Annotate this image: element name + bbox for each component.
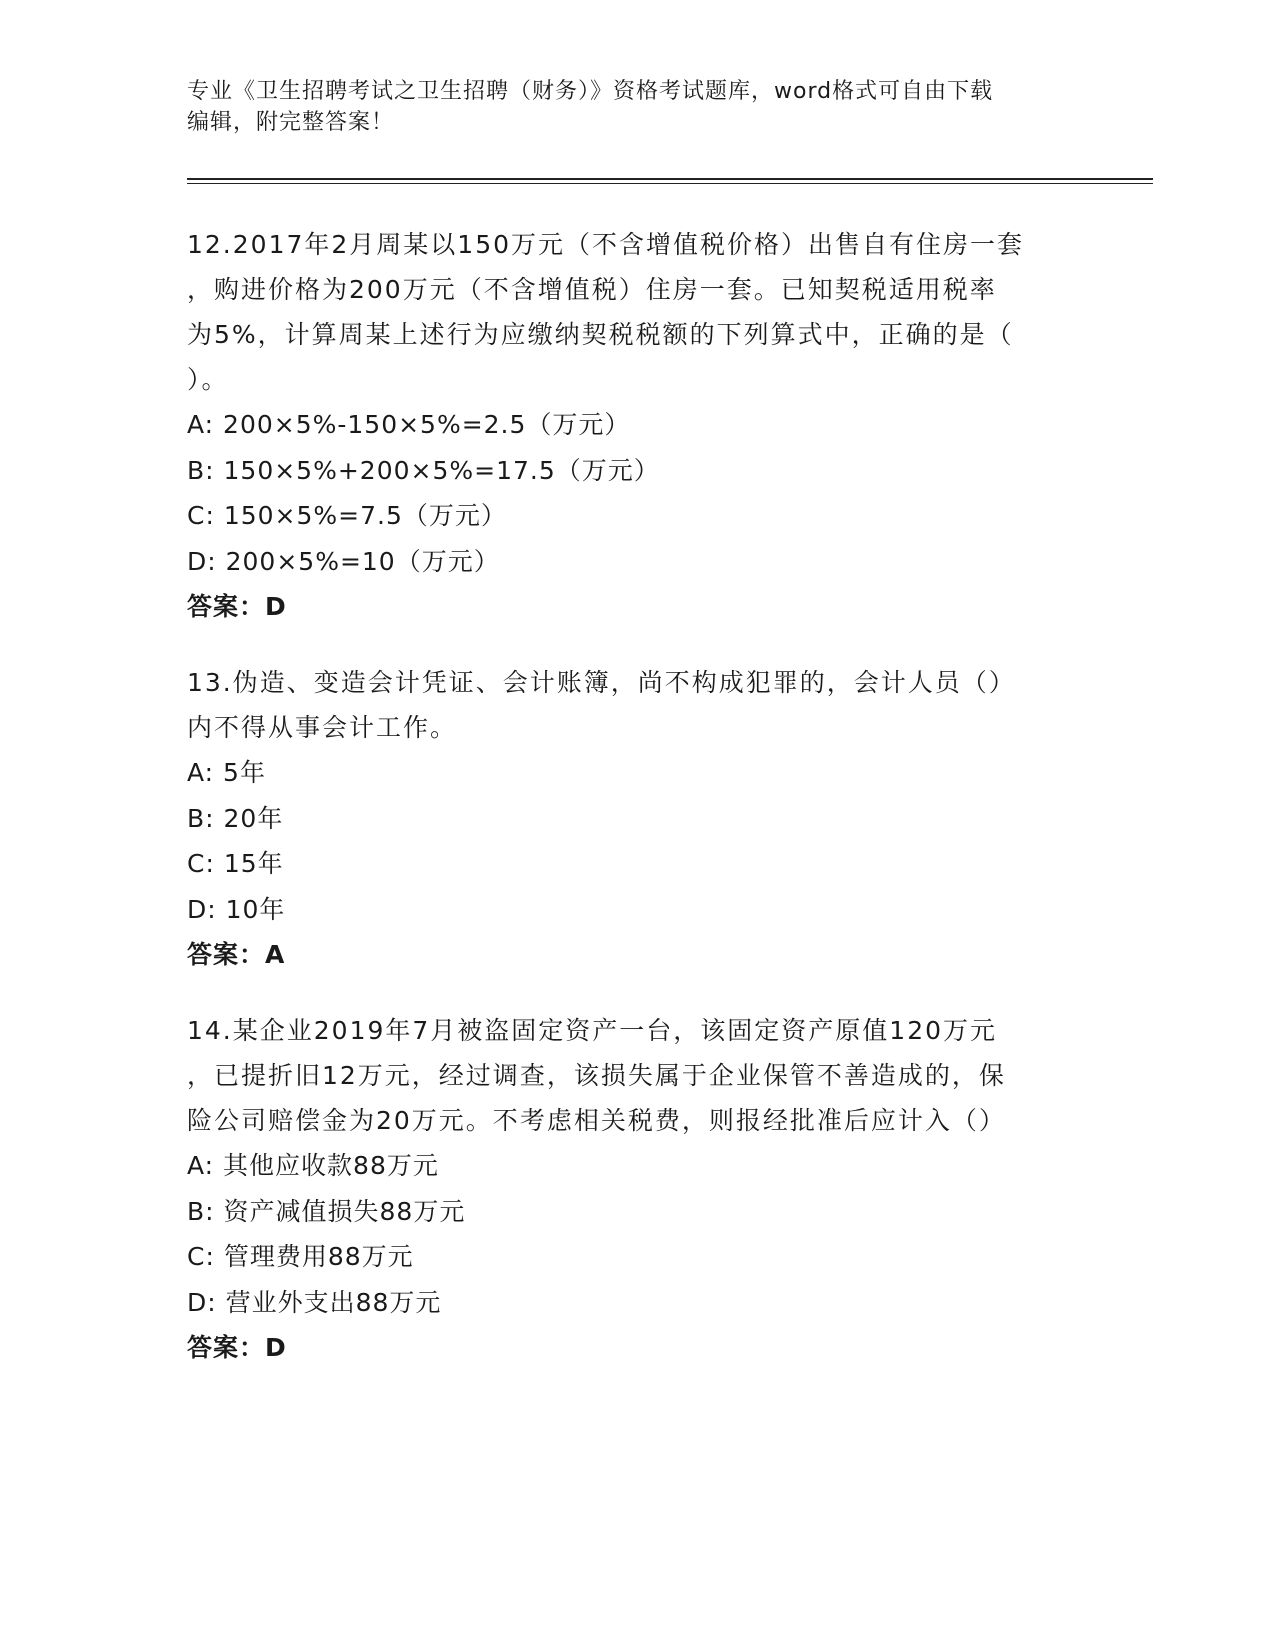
answer-label: 答案：D (187, 1333, 287, 1362)
header-line-2: 编辑，附完整答案！ (187, 110, 395, 135)
option-a: A: 5年 (187, 758, 266, 787)
option-c: C: 管理费用88万元 (187, 1242, 414, 1271)
question-14 (187, 1008, 1087, 1370)
option-b: B: 20年 (187, 803, 284, 833)
option-c: C: 15年 (187, 849, 284, 878)
header-line-1: 专业《卫生招聘考试之卫生招聘（财务）》资格考试题库，word格式可自由下载 (187, 79, 994, 104)
question-text: 13.伪造、变造会计凭证、会计账簿，尚不构成犯罪的，会计人员（） 内不得从事会计工作。 (187, 668, 1016, 742)
option-a: A: 200×5%-150×5%=2.5（万元） (187, 410, 631, 439)
question-13 (187, 660, 1087, 977)
header-divider-thin (187, 183, 1153, 184)
header-divider-thick (187, 178, 1153, 180)
option-a: A: 其他应收款88万元 (187, 1151, 439, 1180)
question-text: 12.2017年2月周某以150万元（不含增值税价格）出售自有住房一套 ，购进价格为200万元（不含增值税）住房一套。已知契税适用税率 为5%，计算周某上述行为应缴纳契税税额的下列算式中，正确的是（ ）。 (187, 230, 1025, 394)
question-12 (187, 222, 1087, 629)
option-b: B: 资产减值损失88万元 (187, 1196, 466, 1226)
option-c: C: 150×5%=7.5（万元） (187, 501, 507, 530)
option-d: D: 营业外支出88万元 (187, 1287, 442, 1317)
option-d: D: 10年 (187, 894, 286, 924)
answer-label: 答案：A (187, 940, 286, 969)
option-d: D: 200×5%=10（万元） (187, 546, 500, 576)
answer-label: 答案：D (187, 592, 287, 621)
option-b: B: 150×5%+200×5%=17.5（万元） (187, 455, 660, 485)
document-header (187, 76, 1067, 138)
question-text: 14.某企业2019年7月被盗固定资产一台，该固定资产原值120万元 ，已提折旧12万元，经过调查，该损失属于企业保管不善造成的，保 险公司赔偿金为20万元。不考虑相关税费，则报经批准后应计入（） (187, 1016, 1006, 1135)
